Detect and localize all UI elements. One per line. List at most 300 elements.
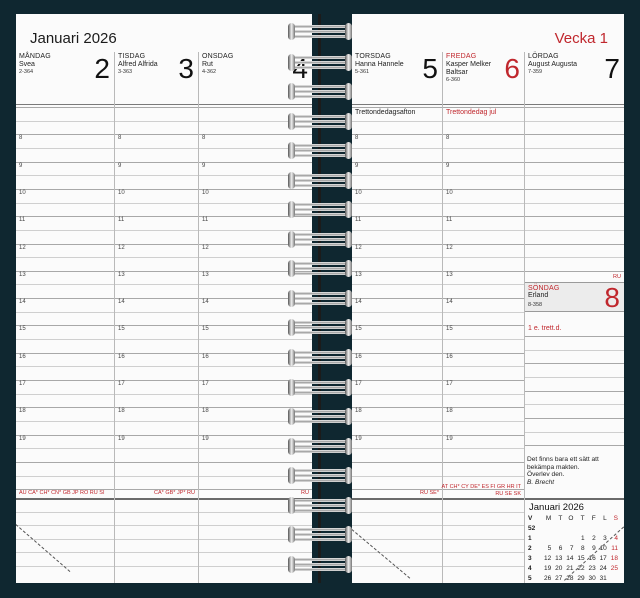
quote-block xyxy=(527,456,617,486)
holiday-flags: RU SE* xyxy=(420,490,439,496)
sunday-name: SÖNDAG xyxy=(528,285,560,292)
date-cell: 15 xyxy=(577,555,585,562)
row-line xyxy=(16,353,114,354)
row-line xyxy=(16,284,114,285)
row-line xyxy=(199,435,312,436)
mini-calendar-title: Januari 2026 xyxy=(529,502,584,513)
hour-label: 11 xyxy=(118,217,125,224)
row-line xyxy=(352,121,442,122)
hour-label: 8 xyxy=(19,135,23,142)
hour-label: 17 xyxy=(355,381,362,387)
date-cell: F xyxy=(591,515,596,522)
hour-label: 19 xyxy=(355,435,362,442)
row-line xyxy=(16,216,114,217)
row-line xyxy=(352,148,442,149)
row-line xyxy=(443,435,524,436)
date-cell: 24 xyxy=(599,565,607,572)
date-cell xyxy=(586,524,597,534)
row-line xyxy=(443,298,524,299)
row-line xyxy=(443,462,524,463)
day-header xyxy=(443,52,524,105)
date-cell: T xyxy=(558,515,563,522)
row-line xyxy=(443,271,524,272)
evening-line xyxy=(199,552,312,553)
holiday-flags: AT CH* CY DE* ES FI GR HR IT xyxy=(441,484,521,490)
row-line xyxy=(352,394,442,395)
left-page xyxy=(16,14,312,583)
day-note: Trettondedagsafton xyxy=(355,109,416,116)
spiral-ring xyxy=(288,84,352,100)
week-title: Vecka 1 xyxy=(554,30,608,47)
row-line xyxy=(525,363,624,364)
row-line xyxy=(199,339,312,340)
row-line xyxy=(525,216,624,217)
row-line xyxy=(115,421,198,422)
hour-label: 9 xyxy=(19,162,23,169)
row-line xyxy=(115,407,198,408)
row-line xyxy=(525,391,624,392)
row-line xyxy=(115,203,198,204)
nameday: Rut xyxy=(202,61,213,68)
row-line xyxy=(443,134,524,135)
hour-label: 16 xyxy=(118,353,125,360)
row-line xyxy=(352,271,442,272)
mini-calendar-separator xyxy=(525,498,624,500)
hour-label: 12 xyxy=(202,244,209,251)
nameday: August Augusta xyxy=(528,61,578,68)
day-header xyxy=(352,52,442,105)
date-cell: 30 xyxy=(588,575,596,582)
hour-label: 15 xyxy=(19,326,26,333)
evening-line xyxy=(199,525,312,526)
spiral-ring xyxy=(288,291,352,307)
evening-line xyxy=(16,552,114,553)
row-line xyxy=(443,189,524,190)
evening-line xyxy=(115,525,198,526)
row-line xyxy=(115,162,198,163)
quote-author: B. Brecht xyxy=(527,478,555,486)
row-line xyxy=(352,230,442,231)
row-line xyxy=(443,230,524,231)
hour-label: 10 xyxy=(446,189,453,196)
date-cell: 17 xyxy=(599,555,607,562)
row-line xyxy=(352,312,442,313)
day-column xyxy=(442,52,524,583)
row-line xyxy=(199,134,312,135)
row-line xyxy=(16,107,114,108)
hour-label: 13 xyxy=(202,271,209,278)
date-cell: S xyxy=(613,515,618,522)
row-line xyxy=(16,175,114,176)
hour-label: 19 xyxy=(446,435,453,442)
row-line xyxy=(443,148,524,149)
row-line xyxy=(115,134,198,135)
spiral-ring xyxy=(288,350,352,366)
hour-label: 16 xyxy=(19,353,26,360)
day-of-year: 2-364 xyxy=(19,69,34,75)
evening-line xyxy=(352,512,442,513)
quote-line: Överlev den. xyxy=(527,471,565,479)
row-line xyxy=(525,230,624,231)
date-cell: 25 xyxy=(610,565,618,572)
day-header xyxy=(16,52,114,105)
day-of-year: 4-362 xyxy=(202,69,217,75)
row-line xyxy=(16,271,114,272)
sunday-header xyxy=(525,282,624,312)
spiral-ring xyxy=(288,557,352,573)
row-line xyxy=(525,271,624,272)
row-line xyxy=(16,339,114,340)
hour-label: 8 xyxy=(202,135,206,142)
date-cell: L xyxy=(603,515,607,522)
row-line xyxy=(115,148,198,149)
date-cell: 10 xyxy=(599,545,607,552)
hour-label: 8 xyxy=(118,135,122,142)
date-cell xyxy=(597,524,608,534)
row-line xyxy=(525,189,624,190)
date-cell: 2 xyxy=(592,535,596,542)
row-line xyxy=(199,257,312,258)
row-line xyxy=(199,284,312,285)
row-line xyxy=(16,298,114,299)
day-of-year: 3-363 xyxy=(118,69,133,75)
row-line xyxy=(352,448,442,449)
hour-label: 19 xyxy=(202,435,209,442)
spiral-ring xyxy=(288,24,352,40)
quote-line: Det finns bara ett sätt att xyxy=(527,456,599,463)
hour-label: 18 xyxy=(202,408,209,415)
hour-label: 13 xyxy=(118,271,125,278)
row-line xyxy=(443,121,524,122)
date-cell: 3 xyxy=(603,535,607,542)
hour-label: 15 xyxy=(118,326,125,333)
date-cell: 13 xyxy=(555,555,563,562)
row-line xyxy=(115,216,198,217)
date-cell: 21 xyxy=(566,565,574,572)
day-name: LÖRDAG xyxy=(528,53,559,60)
row-line xyxy=(443,257,524,258)
day-name: TORSDAG xyxy=(355,53,391,60)
hour-label: 16 xyxy=(202,353,209,360)
sunday-flag: RU xyxy=(613,274,621,280)
holiday-flags: RU xyxy=(301,490,309,496)
day-column xyxy=(524,52,624,583)
hour-label: 13 xyxy=(19,271,26,278)
date-cell: 27 xyxy=(555,575,563,582)
row-line xyxy=(443,339,524,340)
row-line xyxy=(199,312,312,313)
hour-label: 9 xyxy=(355,162,359,169)
hour-label: 19 xyxy=(118,435,125,442)
row-line xyxy=(16,435,114,436)
spiral-ring xyxy=(288,114,352,130)
sunday-note: 1 e. trett.d. xyxy=(528,325,562,332)
evening-line xyxy=(352,552,442,553)
hour-label: 8 xyxy=(446,135,450,142)
date-cell: 31 xyxy=(599,575,607,582)
hour-label: 18 xyxy=(118,408,125,415)
week-number-cell: 3 xyxy=(528,555,532,562)
date-cell xyxy=(608,574,619,583)
row-line xyxy=(115,230,198,231)
nameday: Kasper Melker Baltsar xyxy=(446,61,492,76)
spiral-ring xyxy=(288,173,352,189)
row-line xyxy=(115,325,198,326)
row-line xyxy=(115,339,198,340)
row-line xyxy=(115,476,198,477)
evening-line xyxy=(443,552,524,553)
holiday-flags: CA* GB* JP* RU xyxy=(154,490,195,496)
hour-label: 18 xyxy=(446,408,453,415)
day-column xyxy=(16,52,114,583)
row-line xyxy=(199,162,312,163)
row-line xyxy=(443,394,524,395)
row-line xyxy=(352,435,442,436)
day-bottom-separator xyxy=(352,498,442,500)
row-line xyxy=(443,325,524,326)
spiral-ring xyxy=(288,527,352,543)
row-line xyxy=(352,134,442,135)
day-number: 2 xyxy=(94,53,110,84)
row-line xyxy=(352,203,442,204)
hour-label: 9 xyxy=(202,162,206,169)
row-line xyxy=(16,148,114,149)
evening-line xyxy=(115,566,198,567)
row-line xyxy=(352,298,442,299)
date-cell: 22 xyxy=(577,565,585,572)
row-line xyxy=(199,366,312,367)
hour-label: 14 xyxy=(446,299,453,306)
row-line xyxy=(525,162,624,163)
sunday-nameday: Erland xyxy=(528,292,549,299)
hour-label: 8 xyxy=(355,135,359,142)
hour-label: 13 xyxy=(446,271,453,278)
date-cell: T xyxy=(580,515,585,522)
holiday-flags: AU CA* CH* CN* GB JP RO RU SI xyxy=(19,490,105,496)
row-line xyxy=(16,230,114,231)
hour-label: 10 xyxy=(118,189,125,196)
hour-label: 12 xyxy=(446,244,453,251)
row-line xyxy=(16,244,114,245)
spiral-ring xyxy=(288,55,352,71)
date-cell: 18 xyxy=(610,555,618,562)
row-line xyxy=(352,476,442,477)
day-bottom-separator xyxy=(443,498,524,500)
row-line xyxy=(199,189,312,190)
row-line xyxy=(16,134,114,135)
row-line xyxy=(525,377,624,378)
row-line xyxy=(16,462,114,463)
hour-label: 15 xyxy=(446,326,453,333)
date-cell: 8 xyxy=(580,545,585,552)
week-number-cell: 4 xyxy=(528,565,532,572)
hour-label: 19 xyxy=(19,435,26,442)
day-bottom-separator xyxy=(115,498,198,500)
date-cell xyxy=(563,524,574,534)
date-cell: 5 xyxy=(547,545,552,552)
right-page xyxy=(352,14,624,583)
row-line xyxy=(16,448,114,449)
evening-line xyxy=(352,525,442,526)
week-number-cell: 5 xyxy=(528,575,532,582)
evening-line xyxy=(115,512,198,513)
spiral-ring xyxy=(288,143,352,159)
spiral-ring xyxy=(288,202,352,218)
date-cell: 28 xyxy=(566,575,574,582)
hour-label: 17 xyxy=(19,381,26,387)
spiral-ring xyxy=(288,380,352,396)
hour-label: 15 xyxy=(355,326,362,333)
row-line xyxy=(199,489,312,490)
hour-label: 9 xyxy=(118,162,122,169)
row-line xyxy=(443,407,524,408)
row-line xyxy=(115,121,198,122)
row-line xyxy=(443,366,524,367)
week-number-cell: 52 xyxy=(528,525,536,532)
hour-label: 18 xyxy=(355,408,362,415)
nameday: Svea xyxy=(19,61,35,68)
day-name: MÅNDAG xyxy=(19,53,51,60)
week-number-cell: V xyxy=(528,515,533,522)
row-line xyxy=(115,284,198,285)
day-column xyxy=(114,52,198,583)
evening-line xyxy=(16,525,114,526)
date-cell: 14 xyxy=(566,555,574,562)
day-of-year: 6-360 xyxy=(446,77,461,83)
row-line xyxy=(352,257,442,258)
row-line xyxy=(115,462,198,463)
date-cell: 11 xyxy=(611,545,618,552)
hour-label: 14 xyxy=(19,299,26,306)
row-line xyxy=(525,107,624,108)
row-line xyxy=(525,148,624,149)
date-cell xyxy=(563,534,574,544)
row-line xyxy=(352,175,442,176)
week-number-cell: 2 xyxy=(528,545,532,552)
date-cell: 1 xyxy=(580,535,585,542)
row-line xyxy=(115,380,198,381)
evening-line xyxy=(115,552,198,553)
row-line xyxy=(443,284,524,285)
row-line xyxy=(525,244,624,245)
hour-label: 17 xyxy=(446,381,453,387)
month-title: Januari 2026 xyxy=(30,30,117,47)
day-number: 7 xyxy=(604,53,620,84)
row-line xyxy=(16,325,114,326)
row-line xyxy=(352,366,442,367)
hour-label: 11 xyxy=(355,217,362,224)
row-line xyxy=(16,380,114,381)
row-line xyxy=(115,448,198,449)
row-line xyxy=(352,421,442,422)
sunday-day-of-year: 8-358 xyxy=(528,302,543,308)
row-line xyxy=(443,244,524,245)
date-cell xyxy=(552,524,563,534)
row-line xyxy=(352,244,442,245)
day-name: TISDAG xyxy=(118,53,146,60)
row-line xyxy=(525,404,624,405)
evening-line xyxy=(115,539,198,540)
hour-label: 16 xyxy=(355,353,362,360)
evening-line xyxy=(16,512,114,513)
day-header xyxy=(115,52,198,105)
day-number: 6 xyxy=(504,53,520,84)
row-line xyxy=(16,189,114,190)
spiral-ring xyxy=(288,320,352,336)
spiral-ring xyxy=(288,409,352,425)
day-of-year: 5-361 xyxy=(355,69,370,75)
date-cell: O xyxy=(568,515,574,522)
row-line xyxy=(115,189,198,190)
quote-line: bekämpa makten. xyxy=(527,463,580,471)
row-line xyxy=(199,107,312,108)
hour-label: 9 xyxy=(446,162,450,169)
row-line xyxy=(16,312,114,313)
row-line xyxy=(443,175,524,176)
day-bottom-separator xyxy=(16,498,114,500)
spiral-ring xyxy=(288,439,352,455)
row-line xyxy=(352,339,442,340)
hour-label: 11 xyxy=(446,217,453,224)
day-name: ONSDAG xyxy=(202,53,234,60)
row-line xyxy=(352,107,442,108)
row-line xyxy=(443,380,524,381)
spiral-ring xyxy=(288,261,352,277)
row-line xyxy=(115,312,198,313)
date-cell: M xyxy=(545,515,552,522)
day-number: 3 xyxy=(178,53,194,84)
row-line xyxy=(525,121,624,122)
hour-label: 14 xyxy=(355,299,362,306)
row-line xyxy=(352,189,442,190)
row-line xyxy=(115,298,198,299)
row-line xyxy=(115,244,198,245)
date-cell: 6 xyxy=(558,545,563,552)
sunday-number: 8 xyxy=(604,282,620,313)
row-line xyxy=(443,312,524,313)
row-line xyxy=(115,394,198,395)
row-line xyxy=(352,407,442,408)
row-line xyxy=(443,107,524,108)
row-line xyxy=(443,448,524,449)
evening-line xyxy=(443,525,524,526)
day-column xyxy=(352,52,442,583)
spiral-ring xyxy=(288,232,352,248)
row-line xyxy=(352,216,442,217)
row-line xyxy=(352,325,442,326)
row-line xyxy=(443,203,524,204)
row-line xyxy=(115,366,198,367)
row-line xyxy=(115,175,198,176)
week-number-cell: 1 xyxy=(528,535,532,542)
row-line xyxy=(525,203,624,204)
date-cell: 20 xyxy=(555,565,563,572)
row-line xyxy=(443,353,524,354)
evening-line xyxy=(443,566,524,567)
date-cell xyxy=(574,524,585,534)
date-cell: 19 xyxy=(544,565,552,572)
date-cell xyxy=(541,534,552,544)
hour-label: 12 xyxy=(118,244,125,251)
row-line xyxy=(352,380,442,381)
row-line xyxy=(199,230,312,231)
date-cell: 9 xyxy=(592,545,596,552)
date-cell: 29 xyxy=(577,575,585,582)
row-line xyxy=(115,107,198,108)
day-name: FREDAG xyxy=(446,53,477,60)
row-line xyxy=(115,353,198,354)
row-line xyxy=(352,462,442,463)
